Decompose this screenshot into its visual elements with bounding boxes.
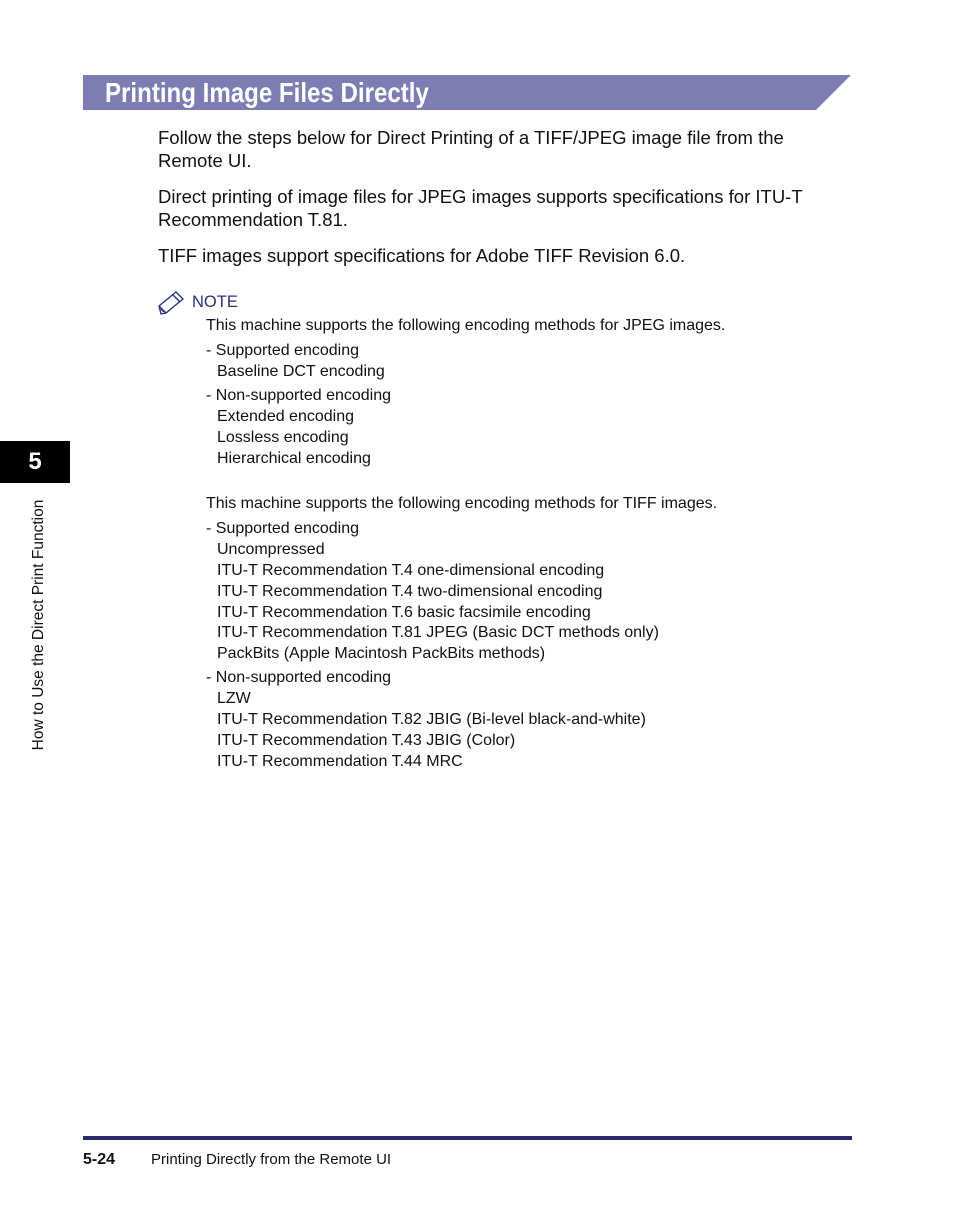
note-list-heading: - Non-supported encoding [206, 669, 392, 686]
note-list-item: PackBits (Apple Macintosh PackBits methods) [217, 645, 546, 662]
note-list-heading: - Supported encoding [206, 342, 359, 359]
note-list-item: ITU-T Recommendation T.6 basic facsimile encoding [217, 604, 591, 621]
note-list-item: LZW [217, 690, 251, 707]
note-list-item: Baseline DCT encoding [217, 363, 385, 380]
intro-paragraph: Direct printing of image files for JPEG images supports specifications for ITU-T Recommendation T.81. [158, 186, 803, 230]
note-list-item: ITU-T Recommendation T.43 JBIG (Color) [217, 732, 516, 749]
page-number: 5-24 [83, 1151, 116, 1168]
footer-section-title: Printing Directly from the Remote UI [151, 1151, 392, 1168]
note-list-item: Uncompressed [217, 541, 325, 558]
note-list-heading: - Non-supported encoding [206, 387, 392, 404]
note-tiff-intro: This machine supports the following encoding methods for TIFF images. [206, 495, 718, 512]
note-list-item: ITU-T Recommendation T.82 JBIG (Bi-level black-and-white) [217, 711, 646, 728]
intro-paragraph: Follow the steps below for Direct Printing of a TIFF/JPEG image file from the Remote UI. [158, 127, 784, 171]
note-list-item: Extended encoding [217, 408, 354, 425]
note-jpeg-intro: This machine supports the following encoding methods for JPEG images. [206, 317, 726, 334]
section-title-band [83, 75, 851, 110]
note-list-item: ITU-T Recommendation T.81 JPEG (Basic DCT methods only) [217, 624, 659, 641]
pencil-icon [157, 290, 185, 316]
note-list-item: ITU-T Recommendation T.4 two-dimensional encoding [217, 583, 603, 600]
note-list-item: Lossless encoding [217, 429, 349, 446]
note-label: NOTE [192, 293, 238, 311]
note-list-heading: - Supported encoding [206, 520, 359, 537]
intro-paragraph: TIFF images support specifications for Adobe TIFF Revision 6.0. [158, 245, 686, 266]
footer-rule [83, 1136, 852, 1140]
page-title: Printing Image Files Directly [105, 77, 429, 108]
note-list-item: ITU-T Recommendation T.44 MRC [217, 753, 463, 770]
chapter-side-label: How to Use the Direct Print Function [30, 499, 47, 751]
note-list-item: Hierarchical encoding [217, 450, 371, 467]
chapter-tab: 5 [0, 441, 70, 483]
note-list-item: ITU-T Recommendation T.4 one-dimensional encoding [217, 562, 605, 579]
